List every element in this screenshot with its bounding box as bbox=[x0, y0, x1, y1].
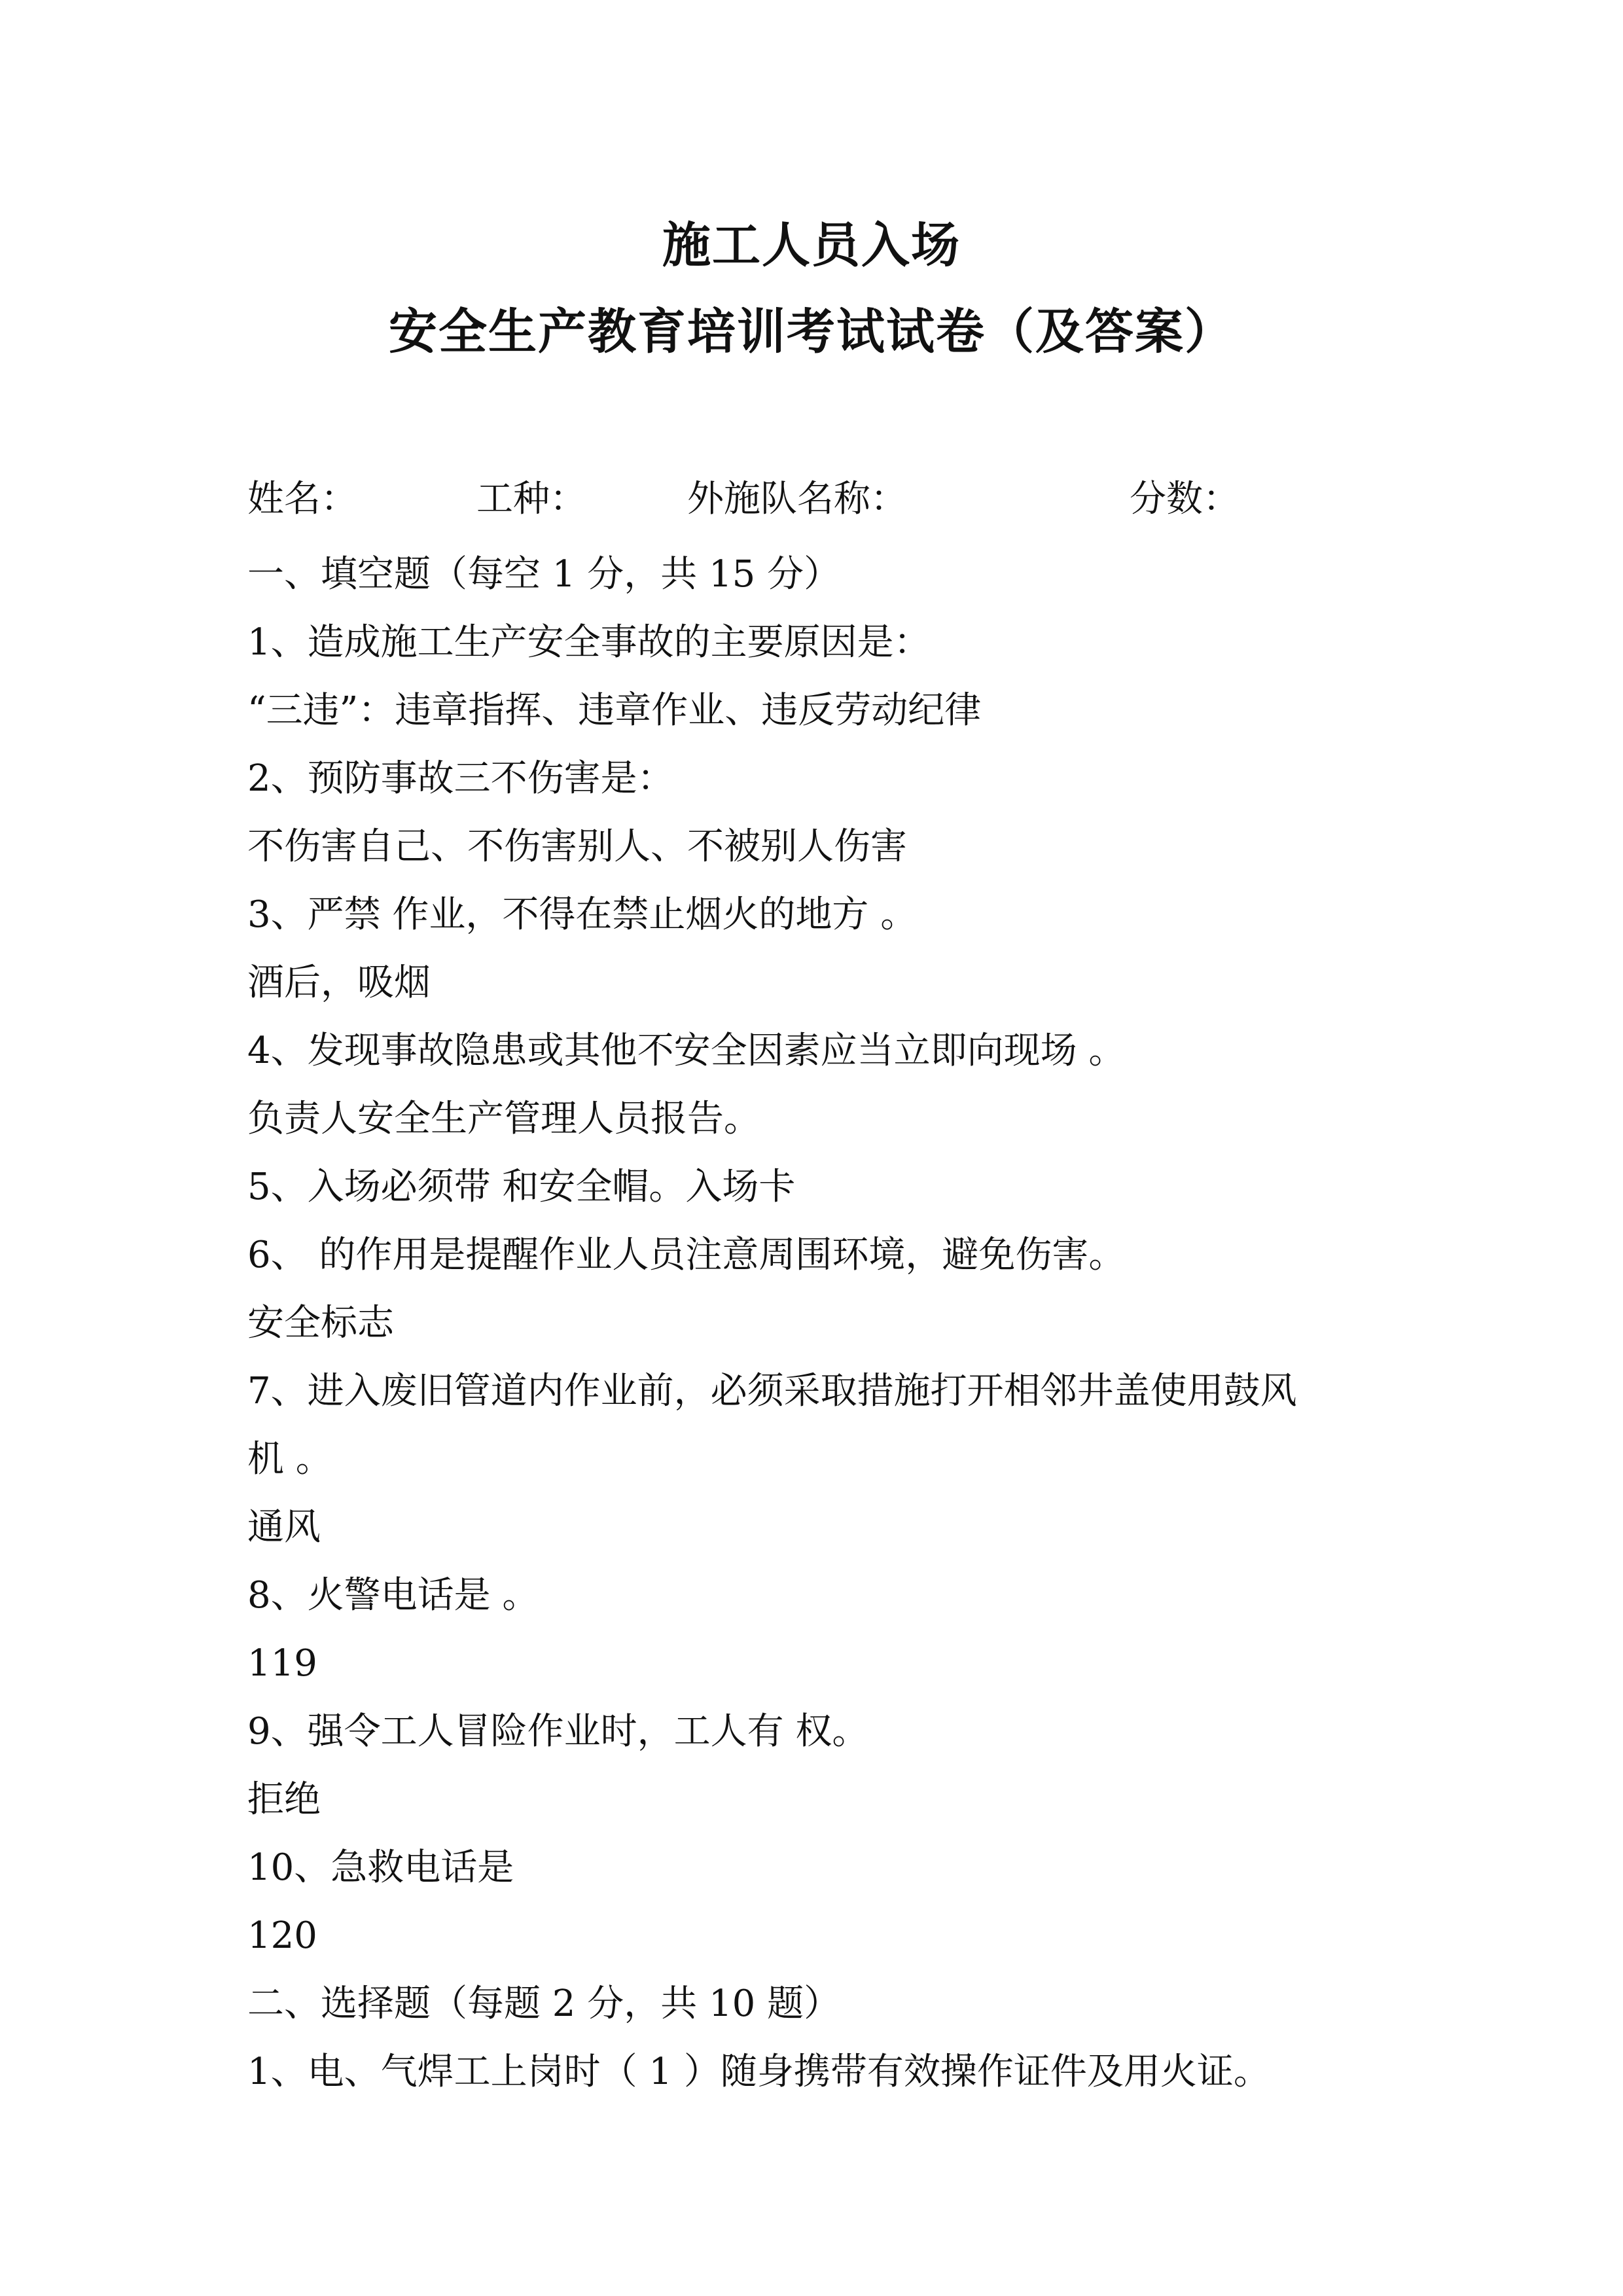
answer-1: “三违”：违章指挥、违章作业、违反劳动纪律 bbox=[247, 689, 982, 732]
question-3: 3、严禁 作业，不得在禁止烟火的地方 。 bbox=[247, 893, 918, 936]
question-2: 2、预防事故三不伤害是： bbox=[247, 757, 674, 800]
answer-6: 安全标志 bbox=[247, 1302, 394, 1344]
answer-3: 酒后，吸烟 bbox=[247, 961, 431, 1004]
question-10: 10、急救电话是 bbox=[247, 1846, 514, 1889]
question-7-continued: 机 。 bbox=[247, 1438, 332, 1480]
answer-2: 不伤害自己、不伤害别人、不被别人伤害 bbox=[247, 825, 907, 868]
question-7: 7、进入废旧管道内作业前，必须采取措施打开相邻井盖使用鼓风 bbox=[247, 1370, 1297, 1412]
answer-4: 负责人安全生产管理人员报告。 bbox=[247, 1098, 760, 1140]
question-1: 1、造成施工生产安全事故的主要原因是： bbox=[247, 621, 931, 664]
answer-9: 拒绝 bbox=[247, 1778, 321, 1821]
exam-body bbox=[247, 541, 1386, 2106]
answer-8: 119 bbox=[247, 1642, 317, 1685]
trade-field-label: 工种： bbox=[476, 478, 586, 520]
score-field-label: 分数： bbox=[1130, 478, 1240, 520]
question-9: 9、强令工人冒险作业时，工人有 权。 bbox=[247, 1710, 869, 1753]
choice-question-1: 1、电、气焊工上岗时（ 1 ）随身携带有效操作证件及用火证。 bbox=[247, 2051, 1270, 2093]
name-field-label: 姓名： bbox=[247, 478, 357, 520]
question-6: 6、 的作用是提醒作业人员注意周围环境，避免伤害。 bbox=[247, 1234, 1126, 1276]
question-5: 5、入场必须带 和安全帽。入场卡 bbox=[247, 1166, 796, 1208]
exam-header-fields bbox=[247, 470, 1360, 522]
question-4: 4、发现事故隐患或其他不安全因素应当立即向现场 。 bbox=[247, 1030, 1126, 1072]
page-title: 施工人员入场 bbox=[662, 217, 961, 274]
question-8: 8、火警电话是 。 bbox=[247, 1574, 539, 1617]
team-field-label: 外施队名称： bbox=[687, 478, 907, 520]
section-heading-fill-blank: 一、填空题（每空 1 分，共 15 分） bbox=[247, 553, 841, 596]
answer-10: 120 bbox=[247, 1914, 317, 1957]
answer-7: 通风 bbox=[247, 1506, 321, 1549]
page-subtitle: 安全生产教育培训考试试卷（及答案） bbox=[389, 304, 1234, 360]
section-heading-multiple-choice: 二、选择题（每题 2 分，共 10 题） bbox=[247, 1982, 841, 2025]
